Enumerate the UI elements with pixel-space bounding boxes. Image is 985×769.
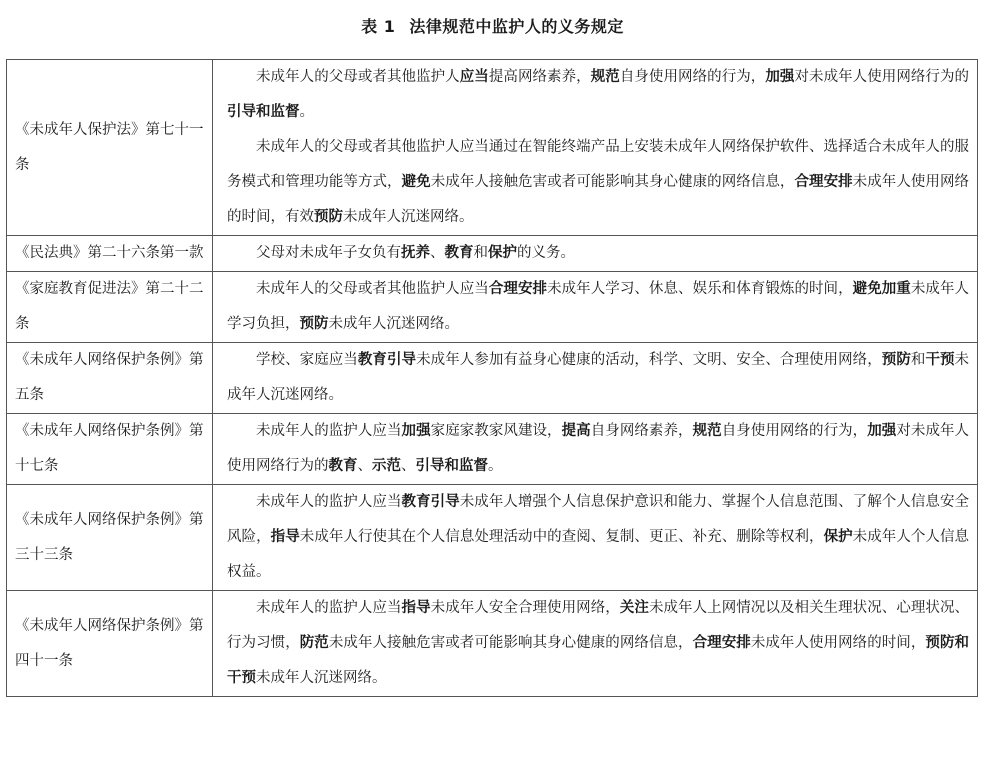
table-row <box>7 414 978 485</box>
provision-text-segment: 未成年人学习、休息、娱乐和体育锻炼的时间， <box>547 281 853 297</box>
provision-text-segment: 未成年人的父母或者其他监护人应当 <box>256 281 489 297</box>
provision-text-segment: 和 <box>473 245 488 261</box>
emphasized-duty-text: 保护 <box>823 529 853 545</box>
emphasized-duty-text: 预防 <box>299 316 329 332</box>
emphasized-duty-text: 加强 <box>401 423 431 439</box>
provision-text-cell <box>213 343 978 414</box>
emphasized-duty-text: 避免加重 <box>852 281 911 297</box>
provision-text-segment: 对未成年人使用网络行为的 <box>227 423 970 474</box>
table-caption <box>0 14 985 37</box>
emphasized-duty-text: 合理安排 <box>692 635 751 651</box>
emphasized-duty-text: 合理安排 <box>488 281 548 297</box>
table-row <box>7 485 978 591</box>
provision-text-segment: 、 <box>401 458 416 474</box>
emphasized-duty-text: 教育 <box>444 245 474 261</box>
provision-text-segment: 提高网络素养， <box>488 69 591 85</box>
table-row <box>7 343 978 414</box>
law-table <box>6 59 978 697</box>
provision-text-segment: 未成年人安全合理使用网络， <box>430 600 620 616</box>
emphasized-duty-text: 教育 <box>328 458 358 474</box>
provision-paragraph <box>227 60 969 130</box>
law-citation-cell: 《未成年人网络保护条例》第三十三条 <box>7 485 213 591</box>
emphasized-duty-text: 合理安排 <box>794 174 853 190</box>
provision-paragraph <box>227 130 969 235</box>
provision-text-segment: 未成年人的父母或者其他监护人应当通过在智能终端产品上安装未成年人网络保护软件、选择适合未成年人的服务模式和管理功能等方式， <box>227 139 969 190</box>
provision-paragraph <box>227 591 969 696</box>
provision-text-cell <box>213 60 978 236</box>
provision-text-segment: 未成年人接触危害或者可能影响其身心健康的网络信息， <box>430 174 795 190</box>
table-row <box>7 272 978 343</box>
emphasized-duty-text: 避免 <box>401 174 431 190</box>
table-row <box>7 236 978 272</box>
law-citation-cell: 《未成年人保护法》第七十一条 <box>7 60 213 236</box>
provision-text-segment: 未成年人增强个人信息保护意识和能力、掌握个人信息范围、了解个人信息安全风险， <box>227 494 970 545</box>
emphasized-duty-text: 抚养 <box>401 245 430 261</box>
law-citation-cell: 《未成年人网络保护条例》第十七条 <box>7 414 213 485</box>
provision-text-segment: 家庭家教家风建设， <box>430 423 562 439</box>
law-citation-cell: 《家庭教育促进法》第二十二条 <box>7 272 213 343</box>
emphasized-duty-text: 预防 <box>881 352 911 368</box>
provision-paragraph <box>227 343 969 413</box>
provision-text-segment: 对未成年人使用网络行为的 <box>794 69 970 85</box>
emphasized-duty-text: 保护 <box>488 245 517 261</box>
provision-text-segment: 未成年人的监护人应当 <box>256 494 402 510</box>
law-citation-cell: 《未成年人网络保护条例》第五条 <box>7 343 213 414</box>
table-number: 表 1 <box>361 17 396 36</box>
emphasized-duty-text: 教育引导 <box>401 494 460 510</box>
provision-text-segment: 自身使用网络的行为， <box>619 69 766 85</box>
provision-text-segment: 未成年人的监护人应当 <box>256 600 402 616</box>
provision-text-segment: 未成年人的父母或者其他监护人 <box>256 69 460 85</box>
provision-text-segment: 未成年人使用网络的时间，有效 <box>227 174 970 225</box>
provision-text-segment: 的义务。 <box>517 245 575 261</box>
provision-paragraph <box>227 236 969 271</box>
emphasized-duty-text: 引导和监督 <box>227 104 300 120</box>
provision-text-segment: 未成年人沉迷网络。 <box>328 316 459 332</box>
provision-text-segment: 自身使用网络的行为， <box>721 423 868 439</box>
provision-text-segment: 未成年人接触危害或者可能影响其身心健康的网络信息， <box>328 635 693 651</box>
provision-text-segment: 未成年人行使其在个人信息处理活动中的查阅、复制、更正、补充、删除等权利， <box>299 529 824 545</box>
provision-text-segment: 未成年人学习负担， <box>227 281 970 332</box>
provision-text-segment: 。 <box>299 104 314 120</box>
emphasized-duty-text: 加强 <box>867 423 897 439</box>
table-row <box>7 60 978 236</box>
emphasized-duty-text: 教育引导 <box>357 352 417 368</box>
emphasized-duty-text: 预防 <box>314 209 343 225</box>
emphasized-duty-text: 示范 <box>372 458 401 474</box>
provision-text-segment: 未成年人个人信息权益。 <box>227 529 970 580</box>
provision-text-segment: 未成年人沉迷网络。 <box>227 352 970 403</box>
provision-text-cell <box>213 236 978 272</box>
provision-text-segment: 未成年人参加有益身心健康的活动，科学、文明、安全、合理使用网络， <box>416 352 882 368</box>
emphasized-duty-text: 关注 <box>619 600 649 616</box>
emphasized-duty-text: 应当 <box>459 69 489 85</box>
provision-text-cell <box>213 485 978 591</box>
emphasized-duty-text: 提高 <box>561 423 591 439</box>
provision-text-segment: 未成年人上网情况以及相关生理状况、心理状况、行为习惯， <box>227 600 970 651</box>
emphasized-duty-text: 加强 <box>765 69 795 85</box>
provision-text-segment: 学校、家庭应当 <box>256 352 358 368</box>
emphasized-duty-text: 防范 <box>299 635 329 651</box>
provision-text-segment: 、 <box>357 458 372 474</box>
provision-text-segment: 和 <box>910 352 926 368</box>
provision-text-segment: 未成年人使用网络的时间， <box>750 635 926 651</box>
provision-text-segment: 未成年人沉迷网络。 <box>343 209 474 225</box>
provision-text-segment: 父母对未成年子女负有 <box>256 245 401 261</box>
emphasized-duty-text: 指导 <box>270 529 300 545</box>
law-citation-cell: 《未成年人网络保护条例》第四十一条 <box>7 591 213 697</box>
provision-text-cell <box>213 272 978 343</box>
emphasized-duty-text: 指导 <box>401 600 431 616</box>
provision-paragraph <box>227 485 969 590</box>
provision-text-segment: 未成年人的监护人应当 <box>256 423 402 439</box>
law-citation-cell: 《民法典》第二十六条第一款 <box>7 236 213 272</box>
table-title: 法律规范中监护人的义务规定 <box>409 17 624 36</box>
provision-text-cell <box>213 591 978 697</box>
provision-text-segment: 未成年人沉迷网络。 <box>256 670 387 686</box>
table-row <box>7 591 978 697</box>
provision-text-segment: 、 <box>430 245 445 261</box>
emphasized-duty-text: 预防和干预 <box>227 635 970 686</box>
law-table-body <box>7 60 978 697</box>
provision-text-cell <box>213 414 978 485</box>
provision-text-segment: 自身网络素养， <box>590 423 693 439</box>
emphasized-duty-text: 规范 <box>692 423 722 439</box>
provision-paragraph <box>227 272 969 342</box>
provision-paragraph <box>227 414 969 484</box>
provision-text-segment: 。 <box>488 458 503 474</box>
emphasized-duty-text: 规范 <box>590 69 620 85</box>
emphasized-duty-text: 干预 <box>925 352 955 368</box>
emphasized-duty-text: 引导和监督 <box>415 458 488 474</box>
